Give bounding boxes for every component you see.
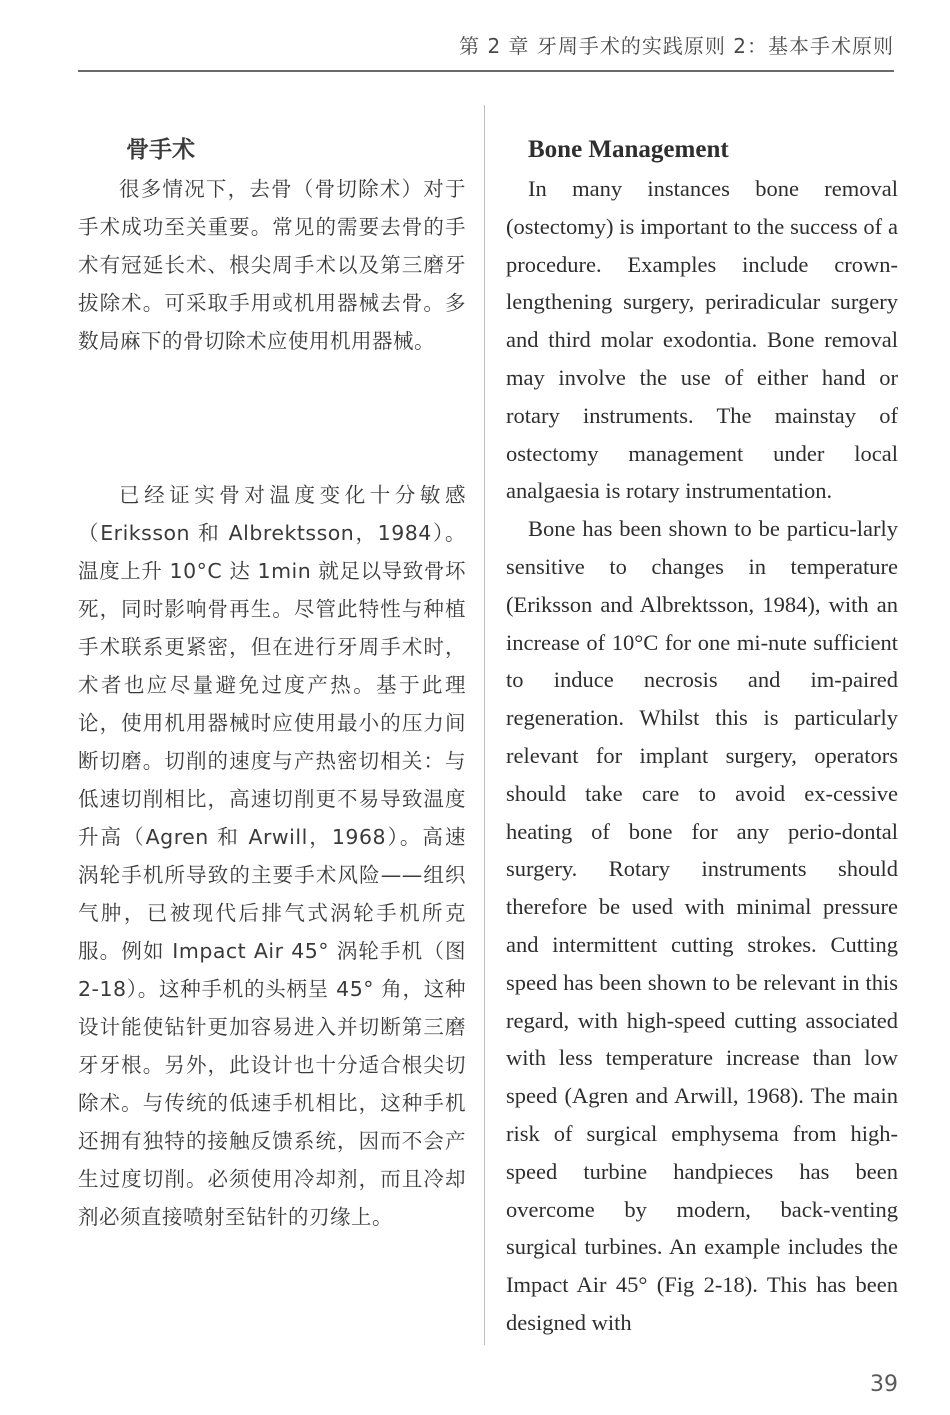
running-title: 第 2 章 牙周手术的实践原则 2：基本手术原则 <box>459 34 894 58</box>
chinese-paragraph-2: 已经证实骨对温度变化十分敏感（Eriksson 和 Albrektsson，1984）。温度上升 10°C 达 1min 就足以导致骨坏死，同时影响骨再生。尽管此特性与种植手术联系更紧密，但在进行牙周手术时，术者也应尽量避免过度产热。基于此理论，使用机用器械时应使用最小的压力间断切磨。切削的速度与产热密切相关：与低速切削相比，高速切削更不易导致温度升高（Agren 和 Arwill，1968）。高速涡轮手机所导致的主要手术风险——组织气肿，已被现代后排气式涡轮手机所克服。例如 Impact Air 45° 涡轮手机（图 2-18）。这种手机的头柄呈 45° 角，这种设计能使钻针更加容易进入并切断第三磨牙牙根。另外，此设计也十分适合根尖切除术。与传统的低速手机相比，这种手机还拥有独特的接触反馈系统，因而不会产生过度切削。必须使用冷却剂，而且冷却剂必须直接喷射至钻针的刃缘上。 <box>78 483 466 1229</box>
english-section-title: Bone Management <box>528 136 729 163</box>
chinese-paragraph-gap <box>78 360 466 476</box>
english-paragraph-2: Bone has been shown to be particu-larly sensitive to changes in temperature (Eriksson and Albrektsson, 1984), with an increase of 10°C for one mi-nute sufficient to induce necrosis and im-paired regeneration. Whilst this is particularly relevant for implant surgery, operators should take care to avoid ex-cessive heating of bone for any perio-dontal surgery. Rotary instruments should therefore be used with minimal pressure and intermittent cutting strokes. Cutting speed has been shown to be relevant in this regard, with high-speed cutting associated with less temperature increase than low speed (Agren and Arwill, 1968). The main risk of surgical emphysema from high-speed turbine handpieces has been overcome by modern, back-venting surgical turbines. An example includes the Impact Air 45° (Fig 2-18). This has been designed with <box>506 516 898 1335</box>
chinese-column <box>78 130 466 1236</box>
column-divider <box>484 105 485 1345</box>
chinese-paragraph-1: 很多情况下，去骨（骨切除术）对于手术成功至关重要。常见的需要去骨的手术有冠延长术、根尖周手术以及第三磨牙拔除术。可采取手用或机用器械去骨。多数局麻下的骨切除术应使用机用器械。 <box>78 177 466 353</box>
running-header <box>78 28 894 72</box>
english-paragraph-1: In many instances bone removal (ostectomy) is important to the success of a procedure. Examples include crown-lengthening surgery, periradicular surgery and third molar exodontia. Bone removal may involve the use of either hand or rotary instruments. The mainstay of ostectomy management under local analgaesia is rotary instrumentation. <box>506 176 898 504</box>
english-column <box>506 130 898 1342</box>
page-number: 39 <box>870 1372 898 1397</box>
chinese-section-title: 骨手术 <box>126 137 195 163</box>
